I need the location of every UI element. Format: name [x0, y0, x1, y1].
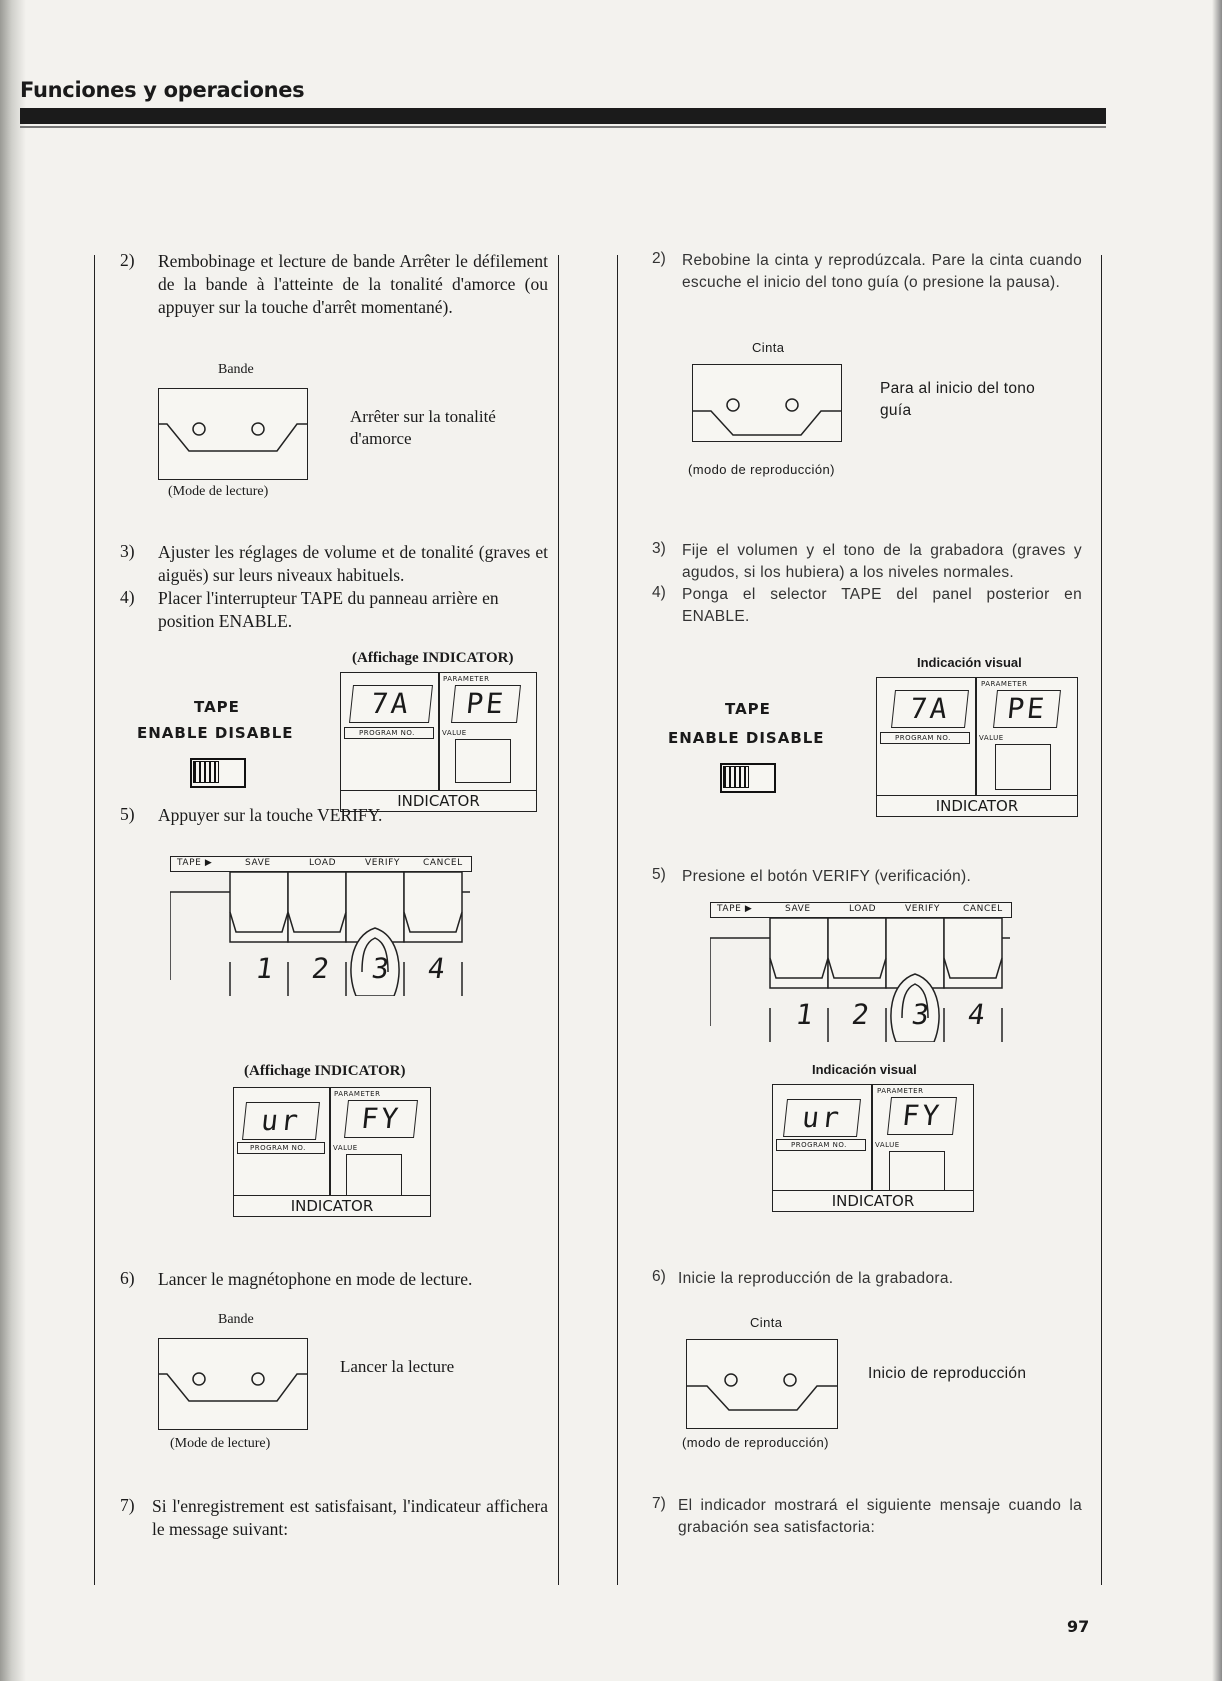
- column-rule-fr-right: [558, 255, 559, 1585]
- value-label: VALUE: [875, 1141, 900, 1149]
- parameter-lcd: PE: [993, 690, 1061, 728]
- key-1: 1: [253, 952, 276, 985]
- step-text: Appuyer sur la touche VERIFY.: [158, 805, 383, 825]
- scan-shadow-right: [1212, 0, 1222, 1681]
- fr-cassette-figure-2: [98, 1312, 548, 1452]
- step-text: El indicador mostrará el siguiente mensaje cuando la grabación sea satisfactoria:: [678, 1497, 1082, 1536]
- program-no-label-box: [237, 1142, 325, 1154]
- program-no-label: PROGRAM NO.: [791, 1141, 847, 1149]
- key-3: 3: [909, 998, 932, 1031]
- key-1: 1: [793, 998, 816, 1031]
- tape-switch: [720, 763, 776, 793]
- fig-label: Cinta: [750, 1315, 783, 1330]
- step-number: 3): [652, 540, 666, 557]
- parameter-lcd: PE: [451, 685, 521, 723]
- step-text: Inicie la reproducción de la grabadora.: [678, 1270, 954, 1287]
- switch-knob: [193, 761, 219, 783]
- program-no-lcd: 7A: [891, 690, 969, 728]
- fig-mode: (modo de reproducción): [682, 1435, 829, 1450]
- fig-label: Bande: [218, 1312, 254, 1327]
- value-box: [346, 1154, 402, 1196]
- fig-note: Para al inicio del tono guía: [880, 380, 1036, 419]
- parameter-label: PARAMETER: [877, 1087, 924, 1095]
- key-4: 4: [425, 952, 448, 985]
- cassette-drawing: [158, 1338, 308, 1430]
- step-text: Presione el botón VERIFY (verificación).: [682, 868, 972, 885]
- step-text: Fije el volumen y el tono de la grabadora (graves y agudos, si los hubiera) a los niveles normales.: [682, 542, 1082, 581]
- scan-shadow-left: [0, 0, 26, 1681]
- fig-note: Arrêter sur la tonalité d'amorce: [350, 407, 496, 448]
- step-number: 4): [652, 584, 666, 601]
- save-key-label: SAVE: [785, 904, 811, 914]
- fr-cassette-figure-1: [98, 362, 548, 502]
- fig-mode: (Mode de lecture): [170, 1436, 271, 1451]
- program-no-label-box: [776, 1139, 866, 1151]
- fig-mode: (modo de reproducción): [688, 462, 835, 477]
- value-box: [455, 739, 511, 783]
- page-title: Funciones y operaciones: [20, 78, 305, 102]
- tape-key-label: TAPE ▶: [177, 858, 213, 868]
- fig-label: Bande: [218, 362, 254, 377]
- indicator-footer: INDICATOR: [340, 790, 537, 812]
- display-divider: [438, 673, 440, 805]
- program-no-lcd: 7A: [349, 685, 433, 723]
- display-divider: [329, 1088, 331, 1210]
- indicator-footer: INDICATOR: [772, 1190, 974, 1212]
- step-number: 5): [120, 804, 135, 824]
- program-no-label-box: [344, 727, 434, 739]
- tape-switch: [190, 758, 246, 788]
- tape-key-label: TAPE ▶: [717, 904, 753, 914]
- cassette-drawing: [158, 388, 308, 480]
- cancel-key-label: CANCEL: [963, 904, 1003, 914]
- value-label: VALUE: [979, 734, 1004, 742]
- enable-disable-label: ENABLE DISABLE: [668, 729, 825, 747]
- value-label: VALUE: [442, 729, 467, 737]
- fig-note: Inicio de reproducción: [868, 1365, 1027, 1382]
- display-divider: [871, 1085, 873, 1205]
- program-no-lcd: ur: [783, 1099, 861, 1137]
- value-box: [995, 744, 1051, 790]
- indicator-display: [772, 1084, 974, 1206]
- switch-knob: [723, 766, 749, 788]
- key-3: 3: [369, 952, 392, 985]
- tape-label: TAPE: [725, 700, 771, 718]
- program-no-label-box: [880, 732, 970, 744]
- step-number: 7): [120, 1495, 135, 1515]
- column-rule-es-right: [1101, 255, 1102, 1585]
- step-text: Ajuster les réglages de volume et de tonalité (graves et aiguës) sur leurs niveaux habituels.: [158, 542, 548, 585]
- program-no-lcd: ur: [242, 1102, 320, 1140]
- value-label: VALUE: [333, 1144, 358, 1152]
- value-box: [889, 1151, 945, 1193]
- step-number: 2): [120, 250, 135, 270]
- step-number: 7): [652, 1495, 666, 1512]
- program-no-label: PROGRAM NO.: [895, 734, 951, 742]
- save-key-label: SAVE: [245, 858, 271, 868]
- parameter-label: PARAMETER: [443, 675, 490, 683]
- step-text: Lancer le magnétophone en mode de lecture.: [158, 1269, 473, 1289]
- step-text: Si l'enregistrement est satisfaisant, l'indicateur affichera le message suivant:: [152, 1496, 548, 1539]
- indicator-display: [876, 677, 1078, 813]
- program-no-label: PROGRAM NO.: [359, 729, 415, 737]
- enable-disable-label: ENABLE DISABLE: [137, 724, 294, 742]
- fig-mode: (Mode de lecture): [168, 484, 269, 499]
- es-indicator-panel-2: [642, 1060, 1082, 1210]
- fig-label: Cinta: [752, 340, 785, 355]
- header-rule: [20, 108, 1106, 124]
- fr-keypad-figure: [170, 856, 480, 996]
- key-2: 2: [309, 952, 332, 985]
- step-number: 6): [652, 1268, 666, 1285]
- fr-indicator-panel-2: [98, 1063, 548, 1213]
- step-number: 6): [120, 1268, 135, 1288]
- verify-key-label: VERIFY: [365, 858, 401, 868]
- indicator-title: (Affichage INDICATOR): [352, 650, 514, 666]
- cassette-drawing: [686, 1339, 838, 1429]
- step-text: Rebobine la cinta y reprodúzcala. Pare la cinta cuando escuche el inicio del tono guía (o presione la pausa).: [682, 252, 1082, 291]
- step-number: 3): [120, 541, 135, 561]
- cassette-drawing: [692, 364, 842, 442]
- keypad-label-strip: [170, 856, 472, 872]
- step-text: Placer l'interrupteur TAPE du panneau arrière en position ENABLE.: [158, 588, 499, 631]
- es-indicator-panel-1: [642, 653, 1082, 823]
- key-2: 2: [849, 998, 872, 1031]
- step-text: Ponga el selector TAPE del panel posterior en ENABLE.: [682, 586, 1082, 625]
- parameter-label: PARAMETER: [981, 680, 1028, 688]
- step-number: 4): [120, 587, 135, 607]
- load-key-label: LOAD: [849, 904, 877, 914]
- indicator-title: (Affichage INDICATOR): [244, 1063, 406, 1079]
- key-4: 4: [965, 998, 988, 1031]
- cancel-key-label: CANCEL: [423, 858, 463, 868]
- fr-indicator-panel-1: [98, 648, 548, 818]
- parameter-lcd: FY: [887, 1097, 957, 1135]
- step-number: 2): [652, 250, 666, 267]
- indicator-footer: INDICATOR: [876, 795, 1078, 817]
- tape-label: TAPE: [194, 698, 240, 716]
- column-rule-fr-left: [94, 255, 95, 1585]
- verify-key-label: VERIFY: [905, 904, 941, 914]
- load-key-label: LOAD: [309, 858, 337, 868]
- indicator-title: Indicación visual: [812, 1062, 917, 1077]
- es-cassette-figure-2: [642, 1315, 1082, 1455]
- parameter-lcd: FY: [344, 1100, 418, 1138]
- es-cassette-figure-1: [642, 338, 1082, 488]
- indicator-display: [233, 1087, 431, 1211]
- indicator-title: Indicación visual: [917, 655, 1022, 670]
- step-text: Rembobinage et lecture de bande Arrêter le défilement de la bande à l'atteinte de la tonalité d'amorce (ou appuyer sur la touche d'arrêt momentané).: [158, 251, 548, 317]
- page-number: 97: [1067, 1617, 1090, 1636]
- program-no-label: PROGRAM NO.: [250, 1144, 306, 1152]
- fig-note: Lancer la lecture: [340, 1357, 455, 1376]
- keypad-label-strip: [710, 902, 1012, 918]
- display-divider: [975, 678, 977, 812]
- step-number: 5): [652, 866, 666, 883]
- indicator-footer: INDICATOR: [233, 1195, 431, 1217]
- parameter-label: PARAMETER: [334, 1090, 381, 1098]
- indicator-display: [340, 672, 537, 806]
- es-keypad-figure: [710, 902, 1020, 1042]
- column-rule-es-left: [617, 255, 618, 1585]
